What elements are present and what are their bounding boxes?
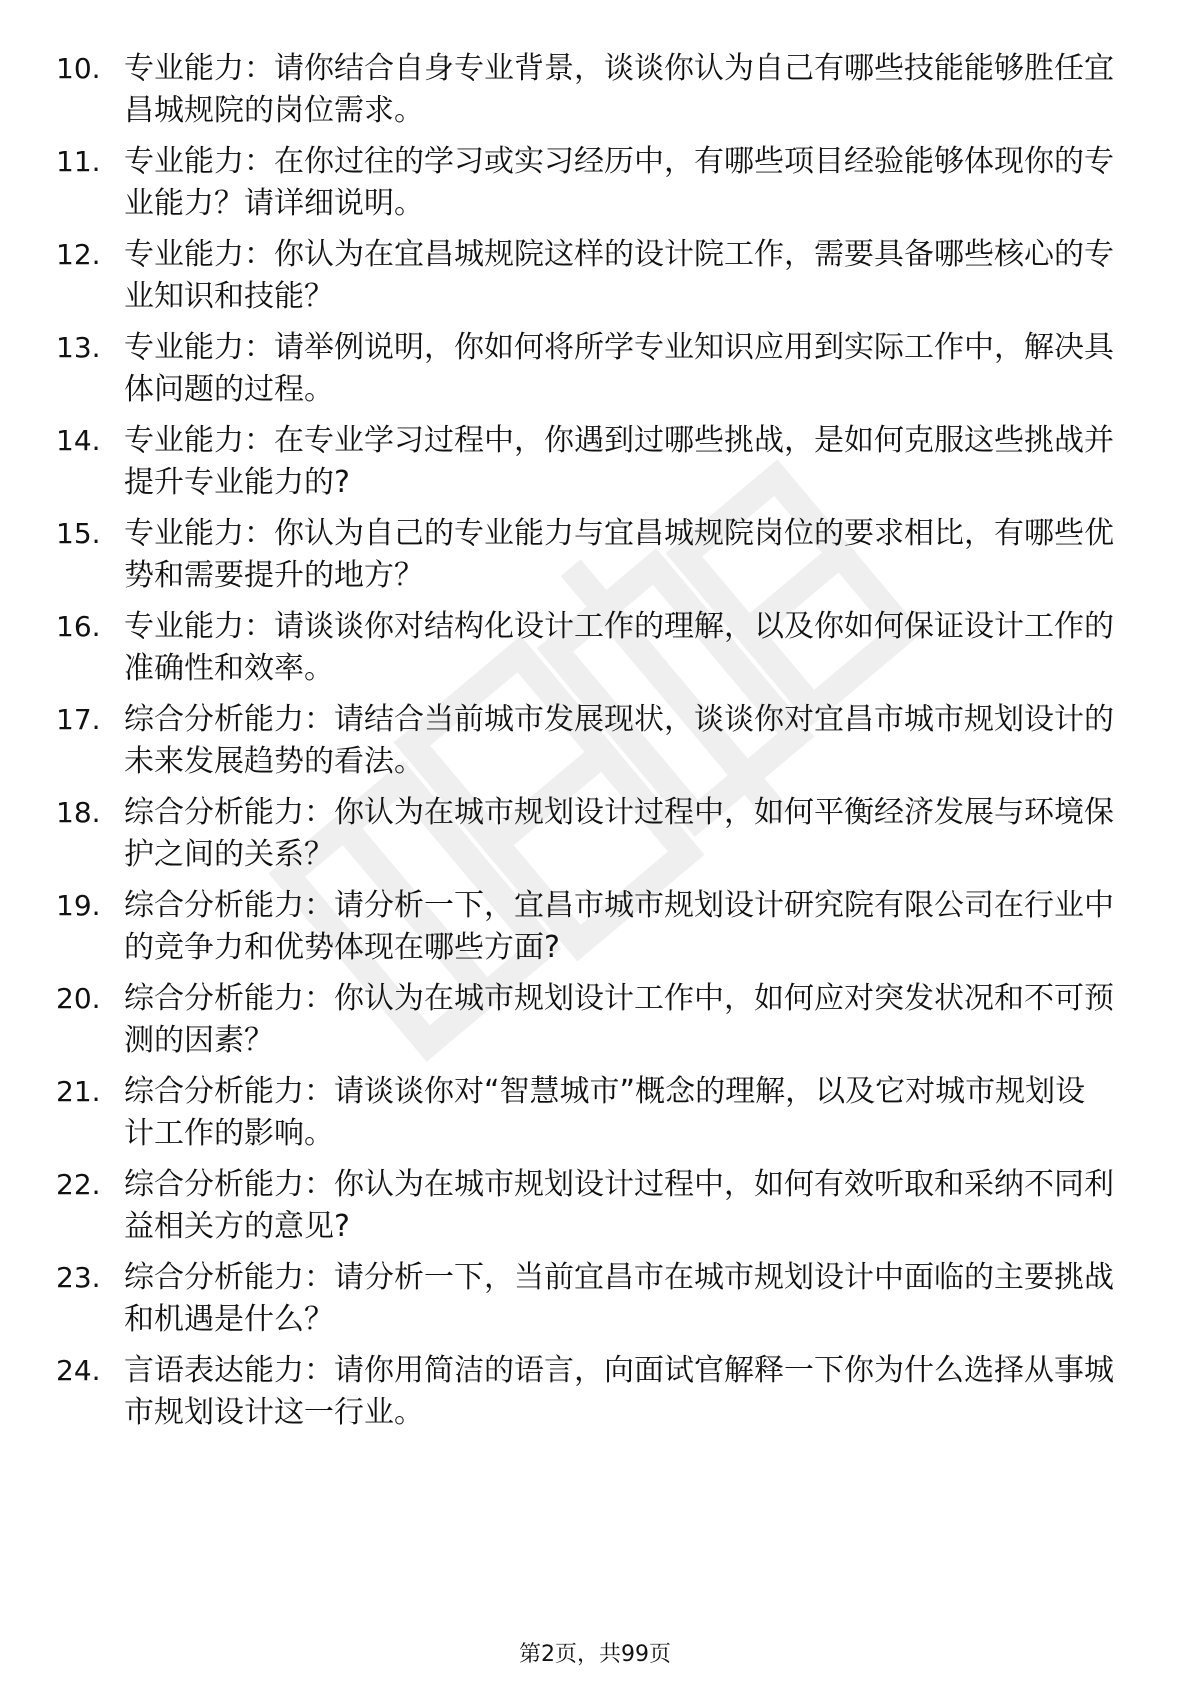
question-number: 12. xyxy=(56,238,101,271)
question-item xyxy=(56,48,1136,132)
question-number: 17. xyxy=(56,703,101,736)
question-text: 综合分析能力：你认为在城市规划设计过程中，如何平衡经济发展与环境保护之间的关系？ xyxy=(124,795,1114,872)
page-number-label: 第2页，共99页 xyxy=(519,1642,671,1667)
question-item xyxy=(56,606,1136,690)
question-item xyxy=(56,1257,1136,1341)
question-text: 专业能力：在你过往的学习或实习经历中，有哪些项目经验能够体现你的专业能力？请详细说明。 xyxy=(124,144,1114,221)
question-item xyxy=(56,513,1136,597)
question-text: 综合分析能力：请分析一下，当前宜昌市在城市规划设计中面临的主要挑战和机遇是什么？ xyxy=(124,1260,1114,1337)
question-number: 24. xyxy=(56,1354,101,1387)
question-item xyxy=(56,885,1136,969)
question-number: 13. xyxy=(56,331,101,364)
question-number: 10. xyxy=(56,52,101,85)
question-text: 专业能力：请你结合自身专业背景，谈谈你认为自己有哪些技能能够胜任宜昌城规院的岗位需求。 xyxy=(124,51,1114,128)
question-number: 22. xyxy=(56,1168,101,1201)
question-text: 综合分析能力：你认为在城市规划设计工作中，如何应对突发状况和不可预测的因素？ xyxy=(124,981,1114,1058)
question-item xyxy=(56,141,1136,225)
question-text: 专业能力：你认为自己的专业能力与宜昌城规院岗位的要求相比，有哪些优势和需要提升的地方？ xyxy=(124,516,1114,593)
question-number: 21. xyxy=(56,1075,101,1108)
question-number: 14. xyxy=(56,424,101,457)
question-item xyxy=(56,327,1136,411)
question-item xyxy=(56,234,1136,318)
question-item xyxy=(56,420,1136,504)
question-text: 专业能力：请举例说明，你如何将所学专业知识应用到实际工作中，解决具体问题的过程。 xyxy=(124,330,1114,407)
question-text: 综合分析能力：你认为在城市规划设计过程中，如何有效听取和采纳不同利益相关方的意见? xyxy=(124,1167,1114,1244)
question-item xyxy=(56,1164,1136,1248)
question-number: 23. xyxy=(56,1261,101,1294)
question-text: 综合分析能力：请谈谈你对“智慧城市”概念的理解，以及它对城市规划设计工作的影响。 xyxy=(124,1074,1086,1151)
question-text: 综合分析能力：请分析一下，宜昌市城市规划设计研究院有限公司在行业中的竞争力和优势体现在哪些方面? xyxy=(124,888,1114,965)
question-number: 11. xyxy=(56,145,101,178)
question-text: 综合分析能力：请结合当前城市发展现状，谈谈你对宜昌市城市规划设计的未来发展趋势的看法。 xyxy=(124,702,1114,779)
question-list xyxy=(56,48,1136,1443)
question-item xyxy=(56,978,1136,1062)
question-text: 专业能力：你认为在宜昌城规院这样的设计院工作，需要具备哪些核心的专业知识和技能？ xyxy=(124,237,1114,314)
question-text: 专业能力：请谈谈你对结构化设计工作的理解，以及你如何保证设计工作的准确性和效率。 xyxy=(124,609,1114,686)
question-text: 专业能力：在专业学习过程中，你遇到过哪些挑战，是如何克服这些挑战并提升专业能力的? xyxy=(124,423,1114,500)
question-item xyxy=(56,792,1136,876)
question-number: 15. xyxy=(56,517,101,550)
question-number: 19. xyxy=(56,889,101,922)
question-item xyxy=(56,1071,1136,1155)
question-item xyxy=(56,1350,1136,1434)
question-number: 16. xyxy=(56,610,101,643)
question-item xyxy=(56,699,1136,783)
page-footer xyxy=(0,1640,1190,1670)
question-text: 言语表达能力：请你用简洁的语言，向面试官解释一下你为什么选择从事城市规划设计这一行业。 xyxy=(124,1353,1114,1430)
question-number: 20. xyxy=(56,982,101,1015)
question-number: 18. xyxy=(56,796,101,829)
